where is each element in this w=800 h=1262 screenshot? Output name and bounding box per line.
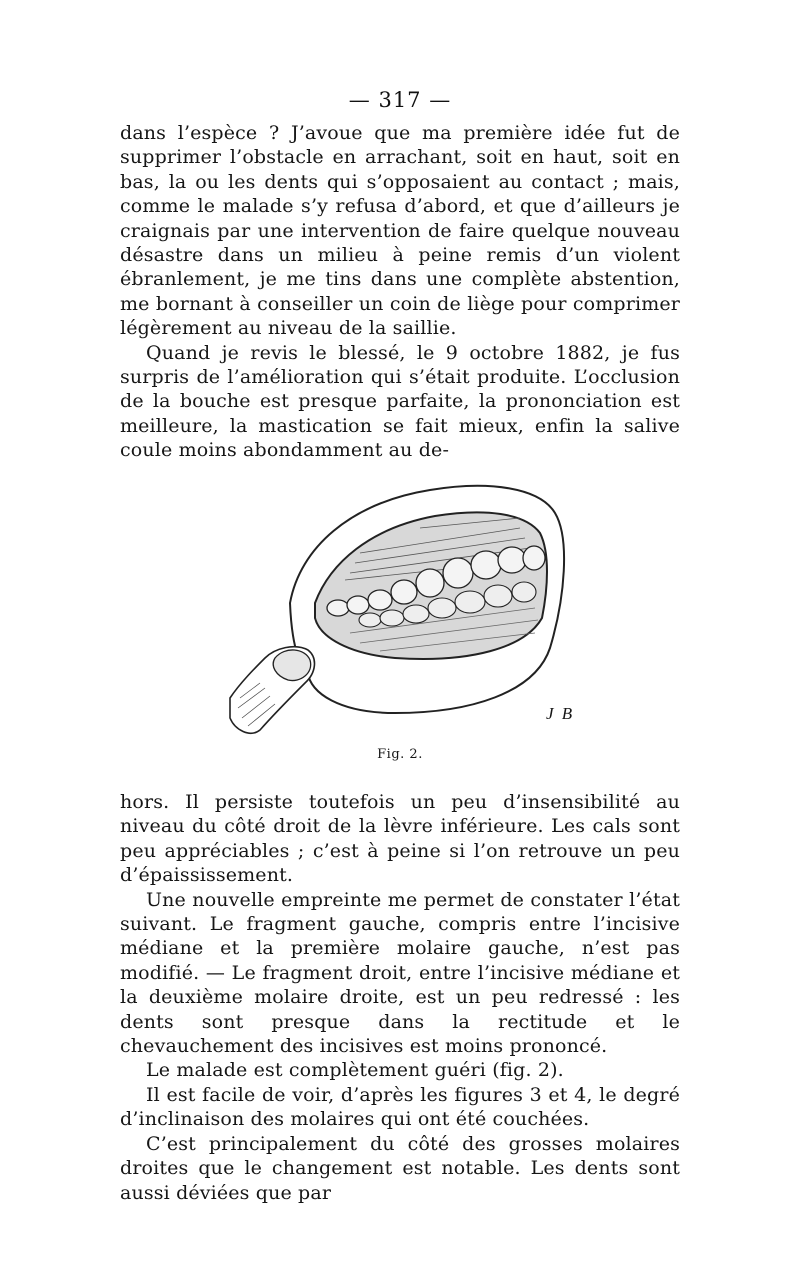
figure-signature: J B	[546, 704, 575, 723]
paragraph: dans l’espèce ? J’avoue que ma première idée fut de supprimer l’obstacle en arrachant, soit en haut, soit en bas, la ou les dents qui s’opposaient au contact ; mais, comme le malade s’y refusa d’abord, et que d’ailleurs je craignais par une intervention de faire quelque nouveau désastre dans un milieu à peine remis d’un violent ébranlement, je me tins dans une complète abstention, me bornant à conseiller un coin de liège pour comprimer légèrement au niveau de la saillie.	[120, 122, 680, 340]
page-number: — 317 —	[348, 88, 452, 112]
paragraph: Le malade est complètement guéri (fig. 2).	[146, 1059, 564, 1082]
paragraph: Il est facile de voir, d’après les figures 3 et 4, le degré d’inclinaison des molaires qui ont été couchées.	[120, 1083, 680, 1131]
text-block-bottom	[120, 790, 680, 1205]
paragraph: Une nouvelle empreinte me permet de constater l’état suivant. Le fragment gauche, compris entre l’incisive médiane et la première molaire gauche, n’est pas modifié. — Le fragment droit, entre l’incisive médiane et la deuxième molaire droite, est un peu redressé : les dents sont presque dans la rectitude et le chevauchement des incisives est moins prononcé.	[120, 888, 680, 1058]
text-block-top	[120, 121, 680, 463]
paragraph: Quand je revis le blessé, le 9 octobre 1882, je fus surpris de l’amélioration qui s’était produite. L’occlusion de la bouche est presque parfaite, la prononciation est meilleure, la mastication se fait mieux, enfin la salive coule moins abondamment au de-	[120, 341, 680, 462]
figure-dental-cast	[220, 468, 610, 748]
paragraph: C’est principalement du côté des grosses molaires droites que le changement est notable. Les dents sont aussi déviées que par	[120, 1132, 680, 1204]
figure-caption: Fig. 2.	[377, 747, 423, 762]
paragraph: hors. Il persiste toutefois un peu d’insensibilité au niveau du côté droit de la lèvre inférieure. Les cals sont peu appréciables ; c’est à peine si l’on retrouve un peu d’épaississement.	[120, 791, 680, 887]
